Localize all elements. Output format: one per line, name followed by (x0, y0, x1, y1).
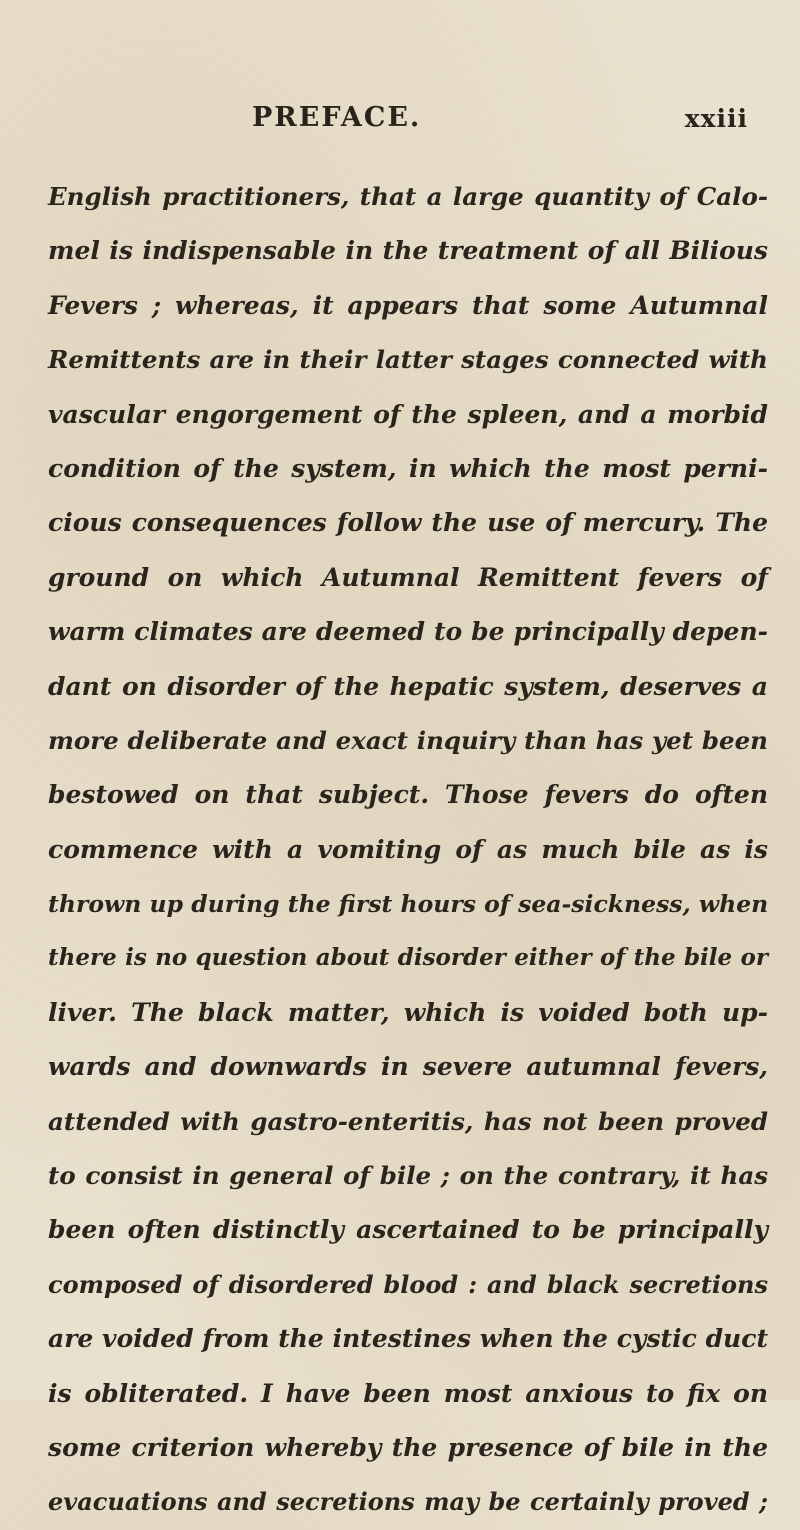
text-line: composed of disordered blood : and black secretions (48, 1269, 768, 1299)
text-line: mel is indispensable in the treatment of all Bilious (48, 236, 768, 266)
text-line: condition of the system, in which the most perni- (48, 453, 768, 483)
text-line: English practitioners, that a large quantity of Calo- (48, 182, 768, 211)
text-line: some criterion whereby the presence of bile in the (48, 1432, 768, 1462)
text-line: attended with gastro-enteritis, has not been proved (48, 1106, 768, 1136)
text-line: more deliberate and exact inquiry than has yet been (48, 725, 768, 755)
text-line: vascular engorgement of the spleen, and a morbid (48, 399, 768, 429)
text-line: are voided from the intestines when the cystic duct (48, 1324, 768, 1354)
text-line: thrown up during the first hours of sea-sickness, when (48, 890, 769, 919)
text-line: is obliterated. I have been most anxious to fix on (48, 1378, 768, 1408)
text-line: wards and downwards in severe autumnal fevers, (48, 1052, 768, 1082)
body-text (48, 170, 768, 1530)
text-line: warm climates are deemed to be principally depen- (48, 617, 768, 647)
text-line: evacuations and secretions may be certainly proved ; (48, 1487, 768, 1517)
text-line: cious consequences follow the use of mercury. The (48, 508, 768, 538)
page-number: xxiii (684, 104, 748, 133)
text-line: commence with a vomiting of as much bile as is (48, 834, 768, 864)
page-header (0, 102, 800, 152)
text-line: Remittents are in their latter stages connected with (48, 345, 768, 375)
text-line: there is no question about disorder either of the bile or (48, 944, 768, 972)
text-line: been often distinctly ascertained to be principally (48, 1215, 768, 1245)
text-line: ground on which Autumnal Remittent fevers of (48, 562, 768, 592)
running-title: PREFACE. (252, 102, 422, 133)
text-line: liver. The black matter, which is voided both up- (48, 997, 768, 1027)
text-line: to consist in general of bile ; on the contrary, it has (48, 1161, 768, 1191)
text-line: Fevers ; whereas, it appears that some Autumnal (48, 290, 768, 320)
text-line: bestowed on that subject. Those fevers do often (48, 780, 768, 810)
text-line: dant on disorder of the hepatic system, deserves a (48, 671, 768, 701)
